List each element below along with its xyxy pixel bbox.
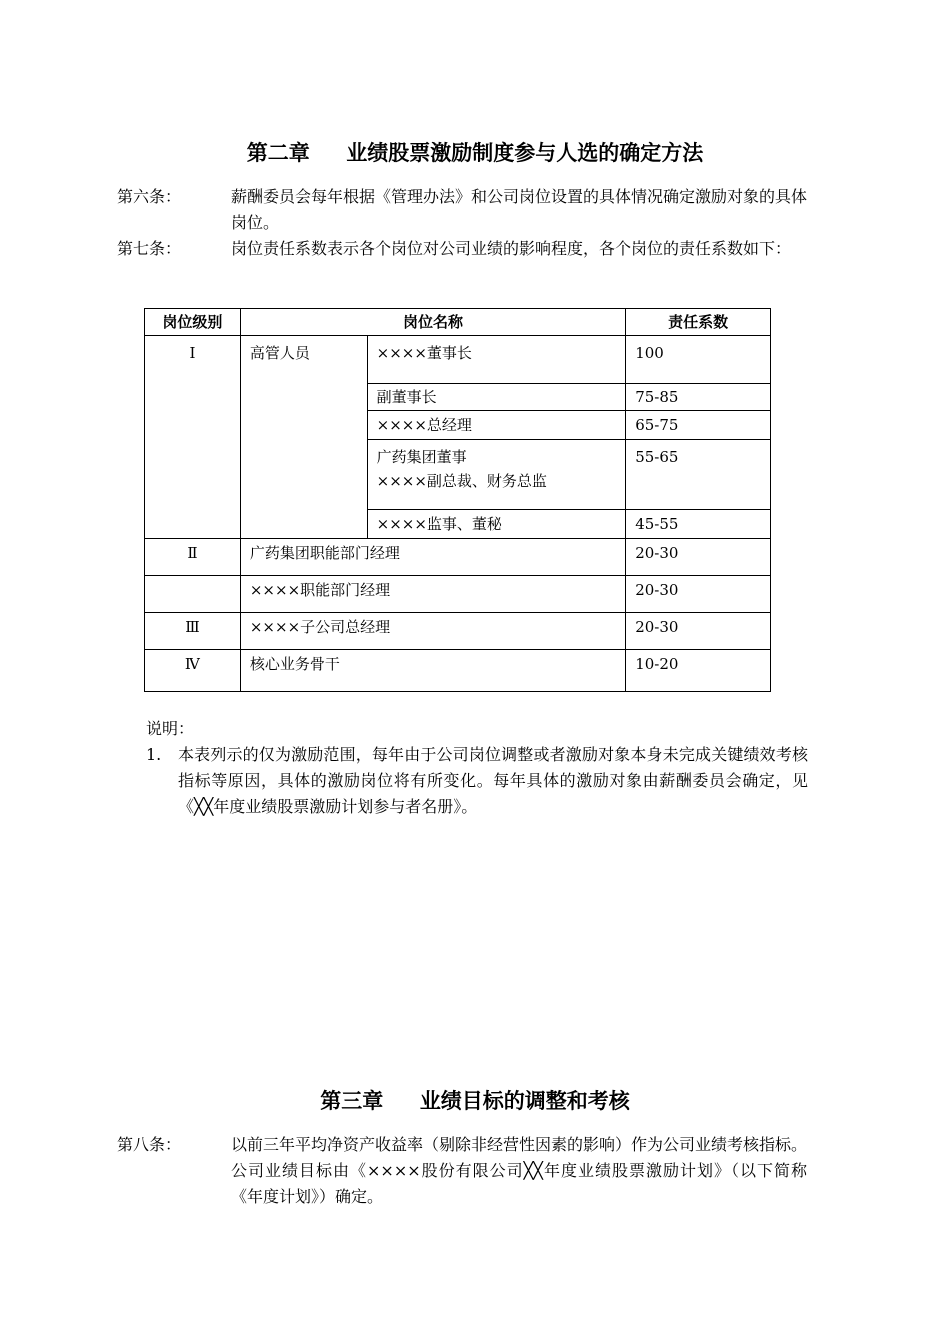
coef-cell: 20-30 <box>626 539 771 576</box>
coef-cell: 10-20 <box>626 650 771 692</box>
article-6 <box>117 184 807 236</box>
article-7-text: 岗位责任系数表示各个岗位对公司业绩的影响程度，各个岗位的责任系数如下： <box>231 239 792 258</box>
level-cell: Ⅳ <box>145 650 241 692</box>
coef-cell: 20-30 <box>626 576 771 613</box>
chapter-2-title: 第二章 业绩股票激励制度参与人选的确定方法 <box>246 141 704 165</box>
position-cell: 副董事长 <box>367 384 626 411</box>
coef-cell: 100 <box>626 336 771 384</box>
coef-cell: 45-55 <box>626 510 771 539</box>
position-cell: ××××监事、董秘 <box>367 510 626 539</box>
table-row <box>145 613 771 650</box>
table-note <box>146 716 808 820</box>
coef-cell: 65-75 <box>626 411 771 440</box>
article-8-label: 第八条： <box>117 1135 182 1154</box>
article-6-label: 第六条： <box>117 187 182 206</box>
article-7 <box>117 236 807 262</box>
position-line: ××××副总裁、财务总监 <box>376 472 547 490</box>
article-8 <box>117 1132 807 1210</box>
header-level: 岗位级别 <box>145 309 241 336</box>
responsibility-coefficient-table <box>144 308 771 692</box>
position-cell: ××××总经理 <box>367 411 626 440</box>
coef-cell: 55-65 <box>626 440 771 510</box>
level-cell <box>145 576 241 613</box>
position-cell: ××××董事长 <box>367 336 626 384</box>
note-item-number: 1. <box>146 745 162 764</box>
group-cell: 高管人员 <box>240 336 367 539</box>
note-item-text: 本表列示的仅为激励范围，每年由于公司岗位调整或者激励对象本身未完成关键绩效考核指标等原因，具体的激励岗位将有所变化。每年具体的激励对象由薪酬委员会确定，见《╳╳年度业绩股票激励计划参与者名册》。 <box>178 745 808 816</box>
level-cell: Ⅰ <box>145 336 241 539</box>
table-row <box>145 539 771 576</box>
position-line: 广药集团董事 <box>376 448 467 466</box>
coef-cell: 75-85 <box>626 384 771 411</box>
position-cell: ××××子公司总经理 <box>240 613 625 650</box>
position-cell: 核心业务骨干 <box>240 650 625 692</box>
chapter-3-title: 第三章 业绩目标的调整和考核 <box>320 1089 630 1113</box>
table-row <box>145 650 771 692</box>
position-cell: 广药集团职能部门经理 <box>240 539 625 576</box>
article-7-label: 第七条： <box>117 239 182 258</box>
coef-cell: 20-30 <box>626 613 771 650</box>
level-cell: Ⅱ <box>145 539 241 576</box>
article-8-text: 以前三年平均净资产收益率（剔除非经营性因素的影响）作为公司业绩考核指标。公司业绩目标由《××××股份有限公司╳╳年度业绩股票激励计划》（以下简称《年度计划》）确定。 <box>231 1135 808 1206</box>
level-cell: Ⅲ <box>145 613 241 650</box>
article-6-text: 薪酬委员会每年根据《管理办法》和公司岗位设置的具体情况确定激励对象的具体岗位。 <box>231 187 808 232</box>
header-coef: 责任系数 <box>626 309 771 336</box>
table-row <box>145 576 771 613</box>
position-cell: ××××职能部门经理 <box>240 576 625 613</box>
note-heading: 说明： <box>146 719 195 738</box>
table-header-row <box>145 309 771 336</box>
table-row <box>145 336 771 384</box>
position-cell <box>367 440 626 510</box>
header-name: 岗位名称 <box>240 309 625 336</box>
